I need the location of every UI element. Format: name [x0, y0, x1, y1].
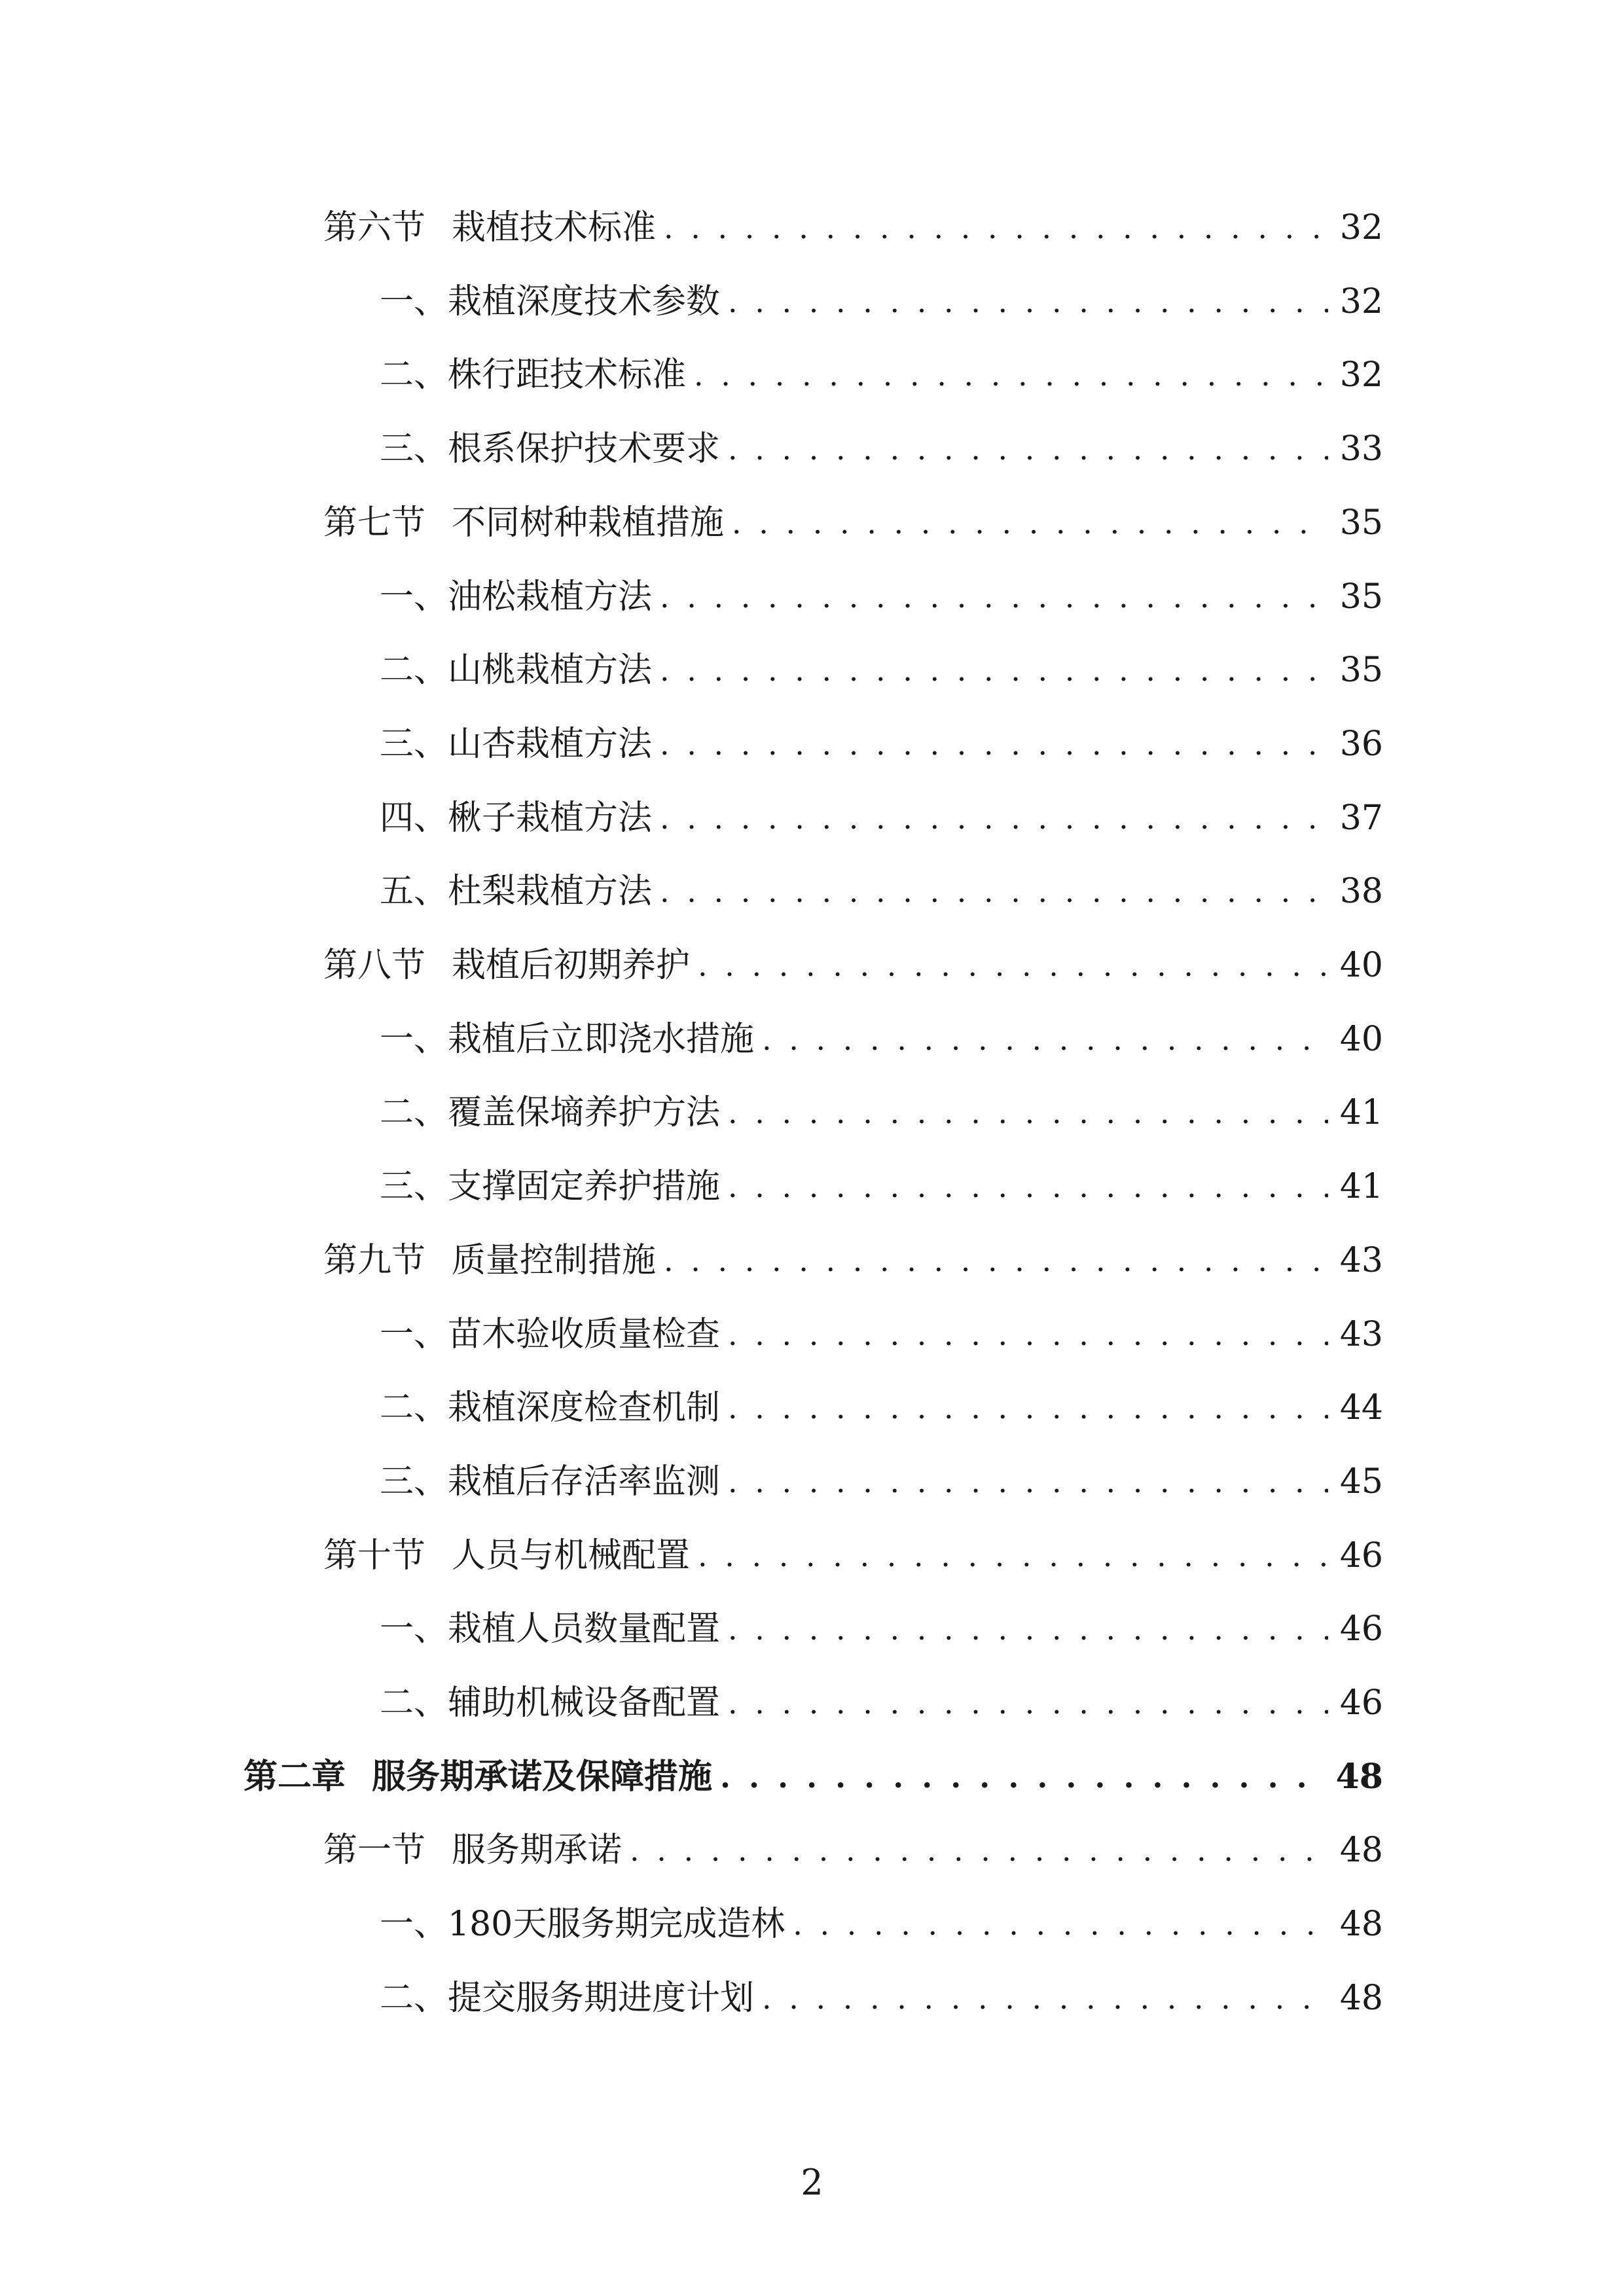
toc-dot-leader [728, 1462, 1328, 1501]
toc-entry-number: 三、 [380, 1167, 448, 1206]
toc-entry-page: 48 [1339, 1979, 1383, 2018]
toc-entry-title: 根系保护技术要求 [448, 429, 721, 469]
toc-dot-leader [728, 1683, 1328, 1723]
toc-entry[interactable] [380, 1446, 1383, 1518]
toc-entry-page: 40 [1339, 946, 1383, 985]
toc-entry-number: 第七节 [323, 503, 426, 543]
toc-entry[interactable] [380, 339, 1383, 411]
toc-entry[interactable] [380, 1299, 1383, 1371]
toc-entry-page: 41 [1339, 1167, 1383, 1206]
toc-entry[interactable] [380, 1003, 1383, 1075]
toc-entry-number: 第十节 [323, 1536, 426, 1575]
toc-entry-number: 一、 [380, 1609, 448, 1649]
toc-entry-title: 栽植深度技术参数 [448, 282, 721, 321]
toc-entry-page: 46 [1339, 1683, 1383, 1723]
toc-entry-page: 33 [1339, 429, 1383, 469]
toc-entry-title: 服务期承诺及保障措施 [372, 1757, 713, 1797]
toc-entry[interactable] [380, 1593, 1383, 1665]
toc-entry-number: 五、 [380, 872, 448, 911]
toc-entry-page: 35 [1339, 651, 1383, 690]
toc-entry-number: 第九节 [323, 1241, 426, 1280]
toc-entry-title: 栽植后初期养护 [452, 946, 691, 985]
toc-entry-page: 41 [1339, 1093, 1383, 1132]
toc-entry-number: 一、 [380, 1905, 448, 1944]
toc-dot-leader [728, 1093, 1328, 1132]
toc-entry-page: 32 [1339, 355, 1383, 395]
toc-entry-title: 覆盖保墒养护方法 [448, 1093, 721, 1132]
toc-dot-leader [698, 1536, 1328, 1575]
toc-entry-number: 二、 [380, 1388, 448, 1427]
toc-entry[interactable] [380, 634, 1383, 706]
toc-entry[interactable] [323, 929, 1383, 1001]
toc-dot-leader [630, 1831, 1328, 1870]
toc-entry-number: 一、 [380, 282, 448, 321]
toc-entry-page: 35 [1339, 577, 1383, 617]
toc-entry-page: 32 [1339, 282, 1383, 321]
toc-dot-leader [728, 282, 1328, 321]
toc-entry-title: 栽植后立即浇水措施 [448, 1020, 755, 1059]
toc-dot-leader [793, 1905, 1328, 1944]
toc-entry-page: 40 [1339, 1020, 1383, 1059]
toc-entry-number: 第六节 [323, 208, 426, 247]
toc-entry-page: 36 [1339, 725, 1383, 764]
toc-entry[interactable] [323, 1520, 1383, 1592]
toc-entry-number: 一、 [380, 1315, 448, 1354]
toc-dot-leader [660, 798, 1328, 838]
toc-entry[interactable] [244, 1741, 1383, 1813]
toc-entry[interactable] [380, 1667, 1383, 1739]
toc-entry-page: 46 [1339, 1609, 1383, 1649]
toc-entry[interactable] [323, 487, 1383, 559]
toc-entry-page: 37 [1339, 798, 1383, 838]
toc-entry-title: 人员与机械配置 [452, 1536, 691, 1575]
toc-dot-leader [664, 208, 1328, 247]
toc-dot-leader [728, 1609, 1328, 1649]
toc-entry-title: 提交服务期进度计划 [448, 1979, 755, 2018]
toc-entry[interactable] [380, 266, 1383, 338]
toc-entry[interactable] [380, 413, 1383, 485]
toc-entry-title: 服务期承诺 [452, 1831, 623, 1870]
toc-entry-title: 栽植后存活率监测 [448, 1462, 721, 1501]
toc-entry[interactable] [380, 1372, 1383, 1444]
toc-entry-title: 辅助机械设备配置 [448, 1683, 721, 1723]
toc-entry-number: 一、 [380, 1020, 448, 1059]
toc-entry-number: 二、 [380, 651, 448, 690]
toc-entry-title: 支撑固定养护措施 [448, 1167, 721, 1206]
toc-entry[interactable] [323, 192, 1383, 264]
toc-dot-leader [728, 1167, 1328, 1206]
toc-entry-title: 栽植技术标准 [452, 208, 657, 247]
toc-entry-page: 45 [1339, 1462, 1383, 1501]
toc-dot-leader [660, 725, 1328, 764]
toc-entry-number: 三、 [380, 429, 448, 469]
toc-entry[interactable] [380, 855, 1383, 927]
toc-dot-leader [660, 872, 1328, 911]
toc-entry-title: 栽植深度检查机制 [448, 1388, 721, 1427]
toc-entry-number: 四、 [380, 798, 448, 838]
toc-entry[interactable] [323, 1225, 1383, 1297]
toc-entry-number: 第一节 [323, 1831, 426, 1870]
toc-entry-number: 第八节 [323, 946, 426, 985]
toc-dot-leader [698, 946, 1328, 985]
toc-entry[interactable] [380, 1151, 1383, 1223]
toc-dot-leader [728, 429, 1328, 469]
toc-entry-page: 48 [1335, 1757, 1383, 1797]
toc-entry-title: 质量控制措施 [452, 1241, 657, 1280]
toc-entry-number: 三、 [380, 725, 448, 764]
toc-entry-title: 株行距技术标准 [448, 355, 687, 395]
toc-dot-leader [728, 1388, 1328, 1427]
toc-entry-number: 三、 [380, 1462, 448, 1501]
toc-entry-page: 38 [1339, 872, 1383, 911]
toc-entry-title: 油松栽植方法 [448, 577, 653, 617]
toc-entry-page: 35 [1339, 503, 1383, 543]
toc-dot-leader [732, 503, 1328, 543]
toc-entry-page: 46 [1339, 1536, 1383, 1575]
toc-entry-number: 第二章 [244, 1757, 346, 1797]
toc-entry-number: 二、 [380, 355, 448, 395]
toc-entry-number: 二、 [380, 1683, 448, 1723]
toc-dot-leader [660, 577, 1328, 617]
toc-entry-page: 48 [1339, 1831, 1383, 1870]
toc-dot-leader [664, 1241, 1328, 1280]
toc-entry-title: 180天服务期完成造林 [448, 1905, 785, 1944]
toc-entry-number: 一、 [380, 577, 448, 617]
toc-entry-title: 楸子栽植方法 [448, 798, 653, 838]
toc-entry[interactable] [380, 1962, 1383, 2034]
toc-entry-title: 栽植人员数量配置 [448, 1609, 721, 1649]
toc-entry[interactable] [380, 782, 1383, 854]
toc-dot-leader [728, 1315, 1328, 1354]
toc-entry[interactable] [323, 1814, 1383, 1886]
toc-entry-number: 二、 [380, 1979, 448, 2018]
page-number: 2 [801, 2162, 823, 2203]
toc-dot-leader [762, 1979, 1328, 2018]
toc-entry-title: 苗木验收质量检查 [448, 1315, 721, 1354]
toc-dot-leader [720, 1757, 1324, 1797]
toc-entry-page: 48 [1339, 1905, 1383, 1944]
toc-entry-title: 不同树种栽植措施 [452, 503, 725, 543]
toc-entry-number: 二、 [380, 1093, 448, 1132]
toc-entry-page: 32 [1339, 208, 1383, 247]
toc-entry-page: 43 [1339, 1315, 1383, 1354]
toc-entry-page: 43 [1339, 1241, 1383, 1280]
toc-entry-title: 山杏栽植方法 [448, 725, 653, 764]
toc-entry-title: 杜梨栽植方法 [448, 872, 653, 911]
toc-dot-leader [694, 355, 1328, 395]
toc-entry[interactable] [380, 1888, 1383, 1960]
toc-entry[interactable] [380, 561, 1383, 633]
toc-entry[interactable] [380, 708, 1383, 780]
toc-entry-title: 山桃栽植方法 [448, 651, 653, 690]
toc-entry[interactable] [380, 1077, 1383, 1149]
toc-dot-leader [660, 651, 1328, 690]
toc-dot-leader [762, 1020, 1328, 1059]
toc-entry-page: 44 [1339, 1388, 1383, 1427]
